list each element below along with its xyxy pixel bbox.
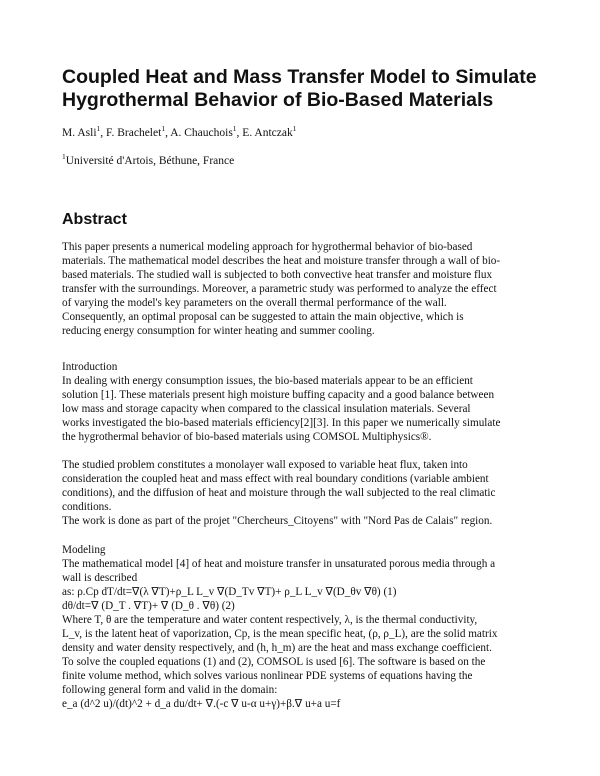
modeling-section (62, 543, 546, 711)
affiliation-mark: 1 (62, 152, 66, 162)
text-line: The work is done as part of the projet "Chercheurs_Citoyens" with "Nord Pas de Calais" region. (62, 515, 493, 527)
affiliation (62, 152, 542, 167)
text-line: solution [1]. These materials present high moisture buffing capacity and a good balance between (62, 389, 495, 401)
section-heading: Introduction (62, 361, 118, 373)
abstract-heading: Abstract (62, 211, 127, 228)
text-line: Where T, θ are the temperature and water content respectively, λ, is the thermal conductivity, (62, 614, 478, 626)
text-line: The mathematical model [4] of heat and moisture transfer in unsaturated porous media through a (62, 558, 496, 570)
text-line: wall is described (62, 572, 138, 584)
text-line: This paper presents a numerical modeling approach for hygrothermal behavior of bio-based (62, 241, 473, 253)
text-line: works investigated the bio-based materials efficiency[2][3]. In this paper we numerically simulate (62, 417, 501, 429)
author-affil-mark: 1 (161, 124, 166, 134)
equation-line: e_a (d^2 u)/(dt)^2 + d_a du/dt+ ∇.(-c ∇ u-α u+γ)+β.∇ u+a u=f (62, 698, 341, 710)
text-line: L_v, is the latent heat of vaporization, Cp, is the mean specific heat, (ρ, ρ_L), are the solid matrix (62, 628, 498, 640)
author-affil-mark: 1 (96, 124, 101, 134)
text-line: Consequently, an optimal proposal can be suggested to attain the main objective, which is (62, 311, 464, 323)
text-line: consideration the coupled heat and mass effect with real boundary conditions (variable ambient (62, 473, 489, 485)
text-line: reducing energy consumption for winter heating and summer cooling. (62, 325, 375, 337)
section-heading: Modeling (62, 544, 106, 556)
author-affil-mark: 1 (292, 124, 297, 134)
text-line: To solve the coupled equations (1) and (2), COMSOL is used [6]. The software is based on the (62, 656, 486, 668)
text-line: based materials. The studied wall is subjected to both convective heat transfer and moisture flux (62, 269, 493, 281)
equation-line: dθ/dt=∇ (D_T . ∇T)+ ∇ (D_θ . ∇θ) (2) (62, 600, 235, 612)
author-list: M. Asli$^1$, F. Brachelet$^1$, A. Chauchois$^1$, E. Antczak$^1$ (62, 124, 297, 139)
affiliation-text: Université d'Artois, Béthune, France (65, 155, 235, 167)
text-line: The studied problem constitutes a monolayer wall exposed to variable heat flux, taken into (62, 459, 468, 471)
text-line: In dealing with energy consumption issues, the bio-based materials appear to be an efficient (62, 375, 473, 387)
abstract-paragraph (62, 240, 546, 338)
author-name: E. Antczak (242, 127, 293, 139)
text-line: following general form and valid in the domain: (62, 684, 278, 696)
equation-line: as: ρ.Cp dT/dt=∇(λ ∇T)+ρ_L L_v ∇(D_Tv ∇T)+ ρ_L L_v ∇(D_θv ∇θ) (1) (62, 586, 397, 598)
text-line: low mass and storage capacity when compared to the classical insulation materials. Several (62, 403, 471, 415)
text-line: density and water density respectively, and (h, h_m) are the heat and mass exchange coefficient. (62, 642, 492, 654)
author-affil-mark: 1 (232, 124, 237, 134)
author-name: A. Chauchois (170, 127, 233, 139)
text-line: the hygrothermal behavior of bio-based materials using COMSOL Multiphysics®. (62, 431, 432, 443)
paper-title: Coupled Heat and Mass Transfer Model to Simulate Hygrothermal Behavior of Bio-Based Materials (62, 66, 537, 111)
text-line: of varying the model's key parameters on the overall thermal performance of the wall. (62, 297, 447, 309)
text-line: conditions. (62, 501, 112, 513)
problem-description (62, 458, 546, 528)
text-line: finite volume method, which solves various nonlinear PDE systems of equations having the (62, 670, 473, 682)
text-line: conditions), and the diffusion of heat and moisture through the wall subjected to the real climatic (62, 487, 496, 499)
author-name: F. Brachelet (106, 127, 162, 139)
text-line: transfer with the surroundings. Moreover, a parametric study was performed to analyze the effect (62, 283, 497, 295)
author-name: M. Asli (62, 127, 97, 139)
introduction-section (62, 360, 546, 444)
text-line: materials. The mathematical model describes the heat and moisture transfer through a wall of bio- (62, 255, 501, 267)
